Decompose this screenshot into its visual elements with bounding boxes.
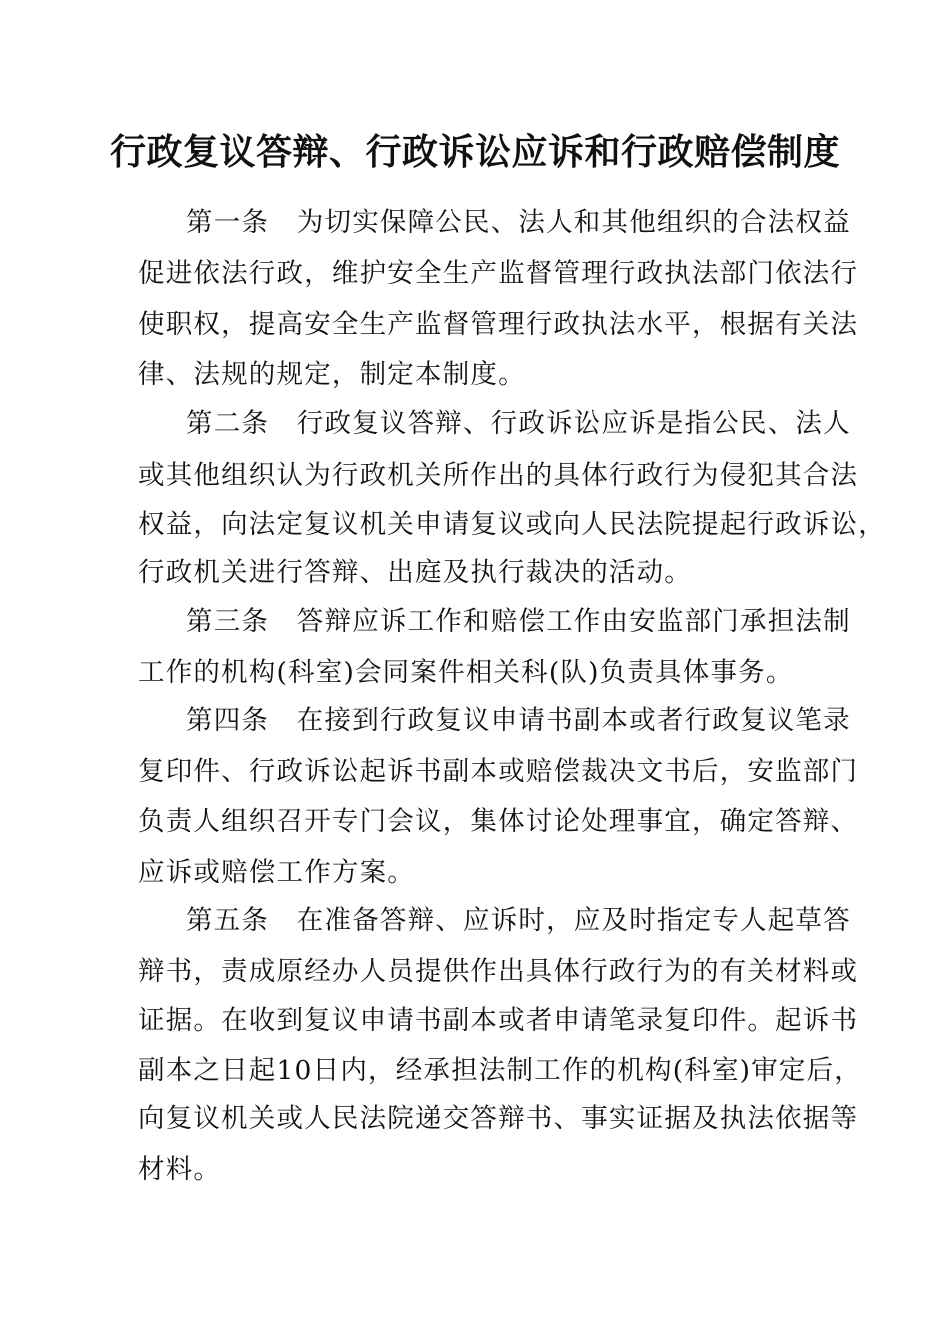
document-title: 行政复议答辩、行政诉讼应诉和行政赔偿制度 — [109, 132, 840, 173]
article-2-line-4: 行政机关进行答辩、出庭及执行裁决的活动。 — [138, 557, 692, 588]
article-2-line-1: 第二条 行政复议答辩、行政诉讼应诉是指公民、法人 — [186, 408, 851, 439]
article-2-line-3: 权益，向法定复议机关申请复议或向人民法院提起行政诉讼， — [138, 509, 886, 540]
article-3-line-2: 工作的机构(科室)会同案件相关科(队)负责具体事务。 — [138, 657, 794, 688]
article-4-line-4: 应诉或赔偿工作方案。 — [138, 857, 415, 888]
article-1-line-3: 使职权，提高安全生产监督管理行政执法水平，根据有关法 — [138, 309, 859, 340]
article-4-line-2: 复印件、行政诉讼起诉书副本或赔偿裁决文书后，安监部门 — [138, 756, 859, 787]
article-5-line-6: 材料。 — [138, 1154, 222, 1185]
article-1-line-2: 促进依法行政，维护安全生产监督管理行政执法部门依法行 — [138, 258, 859, 289]
article-5-line-4: 副本之日起10日内，经承担法制工作的机构(科室)审定后， — [138, 1055, 862, 1086]
article-2-line-2: 或其他组织认为行政机关所作出的具体行政行为侵犯其合法 — [138, 460, 859, 491]
article-4-line-1: 第四条 在接到行政复议申请书副本或者行政复议笔录 — [186, 705, 851, 736]
article-1-line-1: 第一条 为切实保障公民、法人和其他组织的合法权益 — [186, 207, 851, 238]
article-5-line-2: 辩书，责成原经办人员提供作出具体行政行为的有关材料或 — [138, 956, 859, 987]
article-4-line-3: 负责人组织召开专门会议，集体讨论处理事宜，确定答辩、 — [138, 806, 859, 837]
article-5-line-3: 证据。在收到复议申请书副本或者申请笔录复印件。起诉书 — [138, 1005, 859, 1036]
article-5-line-1: 第五条 在准备答辩、应诉时，应及时指定专人起草答 — [186, 905, 851, 936]
article-5-line-5: 向复议机关或人民法院递交答辩书、事实证据及执法依据等 — [138, 1103, 859, 1134]
article-3-line-1: 第三条 答辩应诉工作和赔偿工作由安监部门承担法制 — [186, 606, 851, 637]
article-1-line-4: 律、法规的规定，制定本制度。 — [138, 359, 526, 390]
